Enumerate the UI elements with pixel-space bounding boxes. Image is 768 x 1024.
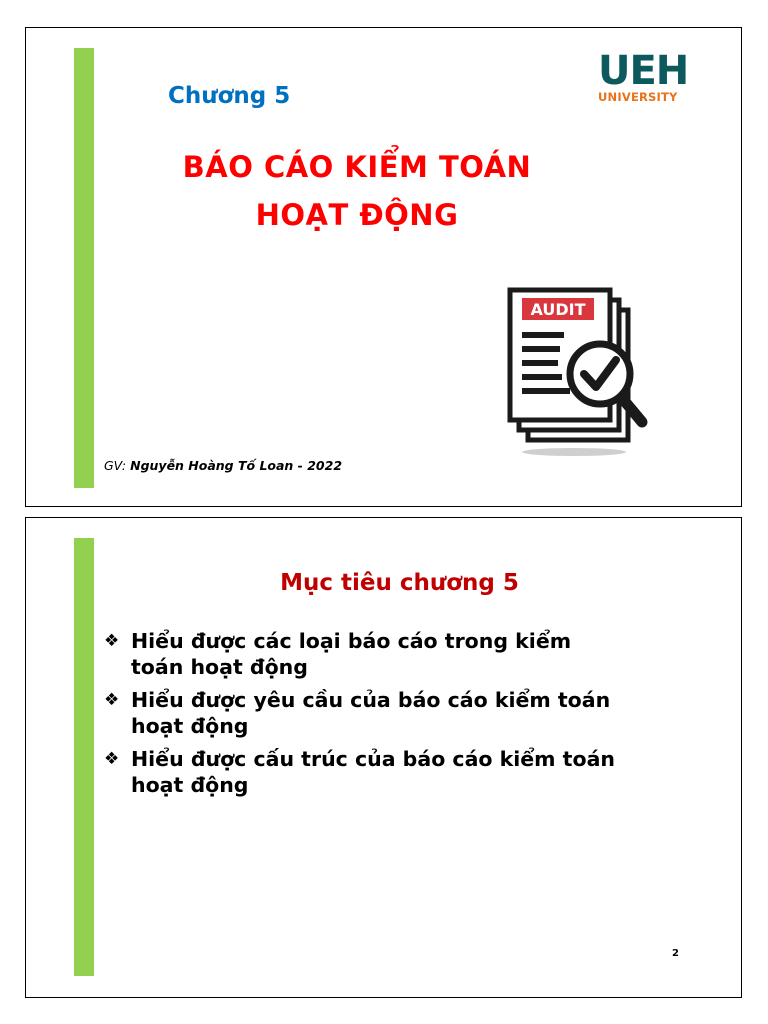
diamond-bullet-icon: ❖ — [104, 631, 120, 651]
accent-bar — [74, 48, 94, 488]
list-item — [104, 687, 684, 739]
ueh-logo — [598, 50, 690, 104]
author-name: Nguyễn Hoàng Tố Loan - 2022 — [130, 458, 343, 473]
slide-title: Mục tiêu chương 5 — [280, 570, 519, 596]
list-item-line: hoạt động — [131, 714, 249, 738]
slide-2 — [25, 517, 742, 998]
objectives-list — [104, 628, 684, 805]
list-item-line: Hiểu được yêu cầu của báo cáo kiểm toán — [131, 688, 611, 712]
list-item-line: Hiểu được cấu trúc của báo cáo kiểm toán — [131, 747, 615, 771]
list-item-line: hoạt động — [131, 773, 249, 797]
page-number: 2 — [672, 948, 679, 959]
audit-document-magnifier-icon — [504, 286, 652, 461]
audit-label: AUDIT — [530, 300, 586, 319]
diamond-bullet-icon: ❖ — [104, 749, 120, 769]
author-credit — [104, 458, 342, 473]
list-item-line: toán hoạt động — [131, 655, 308, 679]
diamond-bullet-icon: ❖ — [104, 690, 120, 710]
list-item — [104, 746, 684, 798]
list-item-line: Hiểu được các loại báo cáo trong kiểm — [131, 629, 572, 653]
logo-secondary-text: UNIVERSITY — [598, 90, 678, 104]
list-item — [104, 628, 684, 680]
author-prefix: GV: — [104, 458, 127, 473]
logo-primary-text: UEH — [598, 48, 689, 94]
accent-bar — [74, 538, 94, 976]
chapter-label: Chương 5 — [168, 83, 291, 109]
slide-title-line2: HOẠT ĐỘNG — [255, 198, 459, 232]
slide-title-line1: BÁO CÁO KIỂM TOÁN — [182, 150, 532, 184]
slide-1 — [25, 27, 742, 507]
